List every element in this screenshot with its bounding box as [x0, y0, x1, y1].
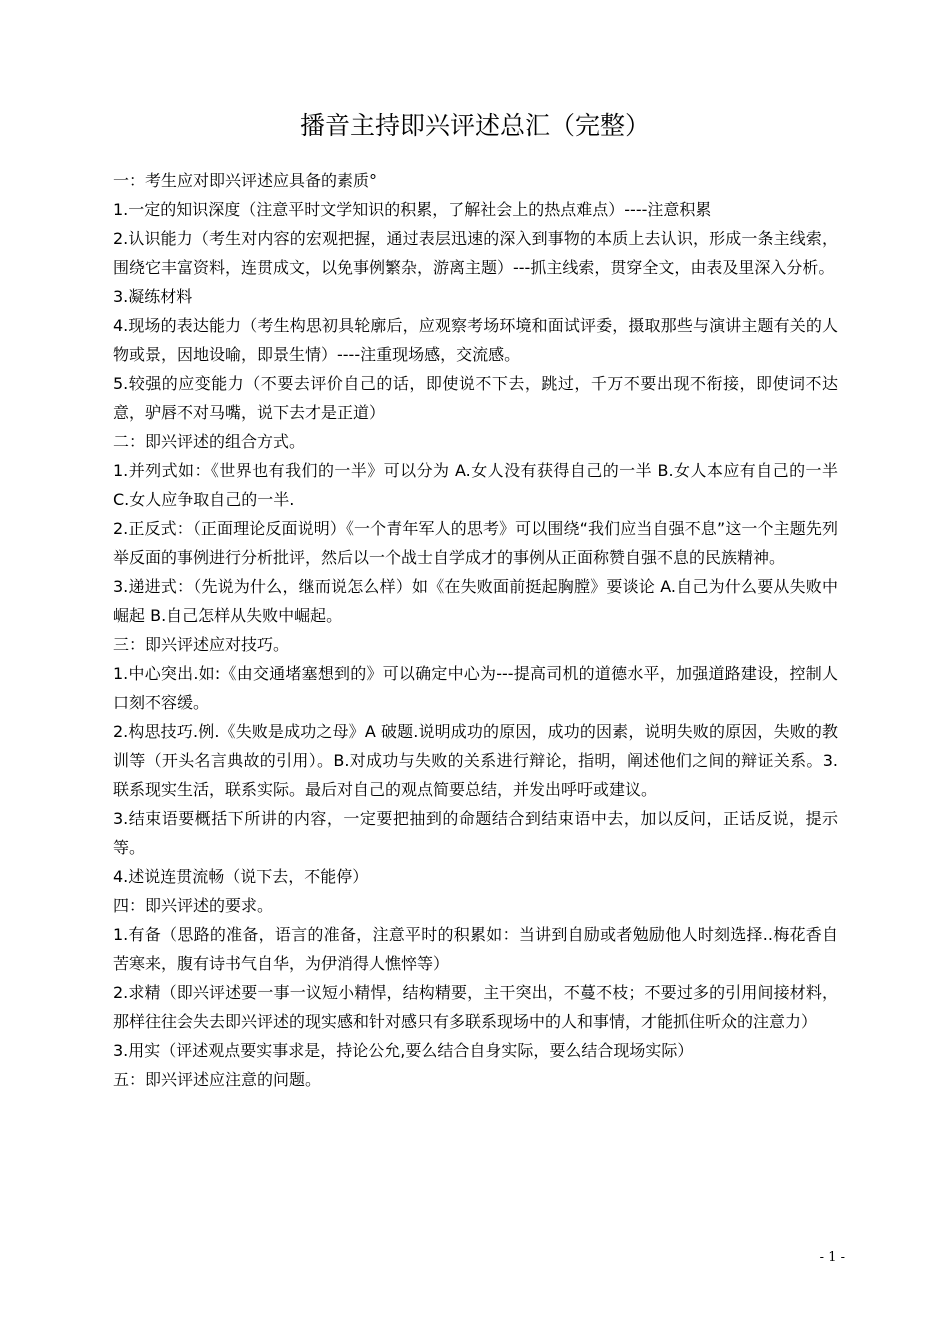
- paragraph: 3.用实（评述观点要实事求是，持论公允,要么结合自身实际，要么结合现场实际）: [113, 1041, 694, 1060]
- paragraph: 2.求精（即兴评述要一事一议短小精悍，结构精要，主干突出，不蔓不枝；不要过多的引用间接材料，那样往往会失去即兴评述的现实感和针对感只有多联系现场中的人和事情，才能抓住听众的注意力）: [113, 983, 838, 1031]
- paragraph: 2.正反式：（正面理论反面说明）《一个青年军人的思考》可以围绕“我们应当自强不息”这一个主题先列举反面的事例进行分析批评，然后以一个战士自学成才的事例从正面称赞自强不息的民族精神。: [113, 519, 838, 567]
- paragraph: 1.中心突出.如:《由交通堵塞想到的》可以确定中心为---提高司机的道德水平，加强道路建设，控制人口刻不容缓。: [113, 664, 838, 712]
- heading-section-1: 一：考生应对即兴评述应具备的素质°: [113, 171, 378, 190]
- paragraph: 1.一定的知识深度（注意平时文学知识的积累，了解社会上的热点难点）----注意积累: [113, 200, 712, 219]
- document-body: [113, 166, 838, 1094]
- heading-section-2: 二：即兴评述的组合方式。: [113, 432, 306, 451]
- page-number: - 1 -: [819, 1250, 845, 1265]
- paragraph: 5.较强的应变能力（不要去评价自己的话，即使说不下去，跳过，千万不要出现不衔接，即使词不达意，驴唇不对马嘴，说下去才是正道）: [113, 374, 838, 422]
- paragraph: 3.递进式：（先说为什么，继而说怎么样）如《在失败面前挺起胸膛》要谈论 A.自己为什么要从失败中崛起 B.自己怎样从失败中崛起。: [113, 577, 838, 625]
- heading-section-3: 三：即兴评述应对技巧。: [113, 635, 290, 654]
- paragraph: 2.认识能力（考生对内容的宏观把握，通过表层迅速的深入到事物的本质上去认识，形成一条主线索，围绕它丰富资料，连贯成文，以免事例繁杂，游离主题）---抓主线索，贯穿全文，由表及里深入分析。: [113, 229, 838, 277]
- paragraph: 1.并列式如：《世界也有我们的一半》可以分为 A.女人没有获得自己的一半 B.女人本应有自己的一半 C.女人应争取自己的一半.: [113, 461, 838, 509]
- paragraph: 4.现场的表达能力（考生构思初具轮廓后，应观察考场环境和面试评委，摄取那些与演讲主题有关的人物或景，因地设喻，即景生情）----注重现场感，交流感。: [113, 316, 838, 364]
- paragraph: 3.凝练材料: [113, 287, 193, 306]
- paragraph: 2.构思技巧.例.《失败是成功之母》A 破题.说明成功的原因，成功的因素，说明失败的原因，失败的教训等（开头名言典故的引用）。B.对成功与失败的关系进行辩论，指明，阐述他们之间的辩证关系。3.联系现实生活，联系实际。最后对自己的观点简要总结，并发出呼吁或建议。: [113, 722, 838, 799]
- paragraph: 3.结束语要概括下所讲的内容，一定要把抽到的命题结合到结束语中去，加以反问，正话反说，提示等。: [113, 809, 838, 857]
- heading-section-4: 四：即兴评述的要求。: [113, 896, 274, 915]
- paragraph: 4.述说连贯流畅（说下去，不能停）: [113, 867, 369, 886]
- paragraph: 1.有备（思路的准备，语言的准备，注意平时的积累如：当讲到自励或者勉励他人时刻选择..梅花香自苦寒来，腹有诗书气自华，为伊消得人憔悴等）: [113, 925, 838, 973]
- heading-section-5: 五：即兴评述应注意的问题。: [113, 1070, 322, 1089]
- page-title: 播音主持即兴评述总汇（完整）: [299, 111, 650, 140]
